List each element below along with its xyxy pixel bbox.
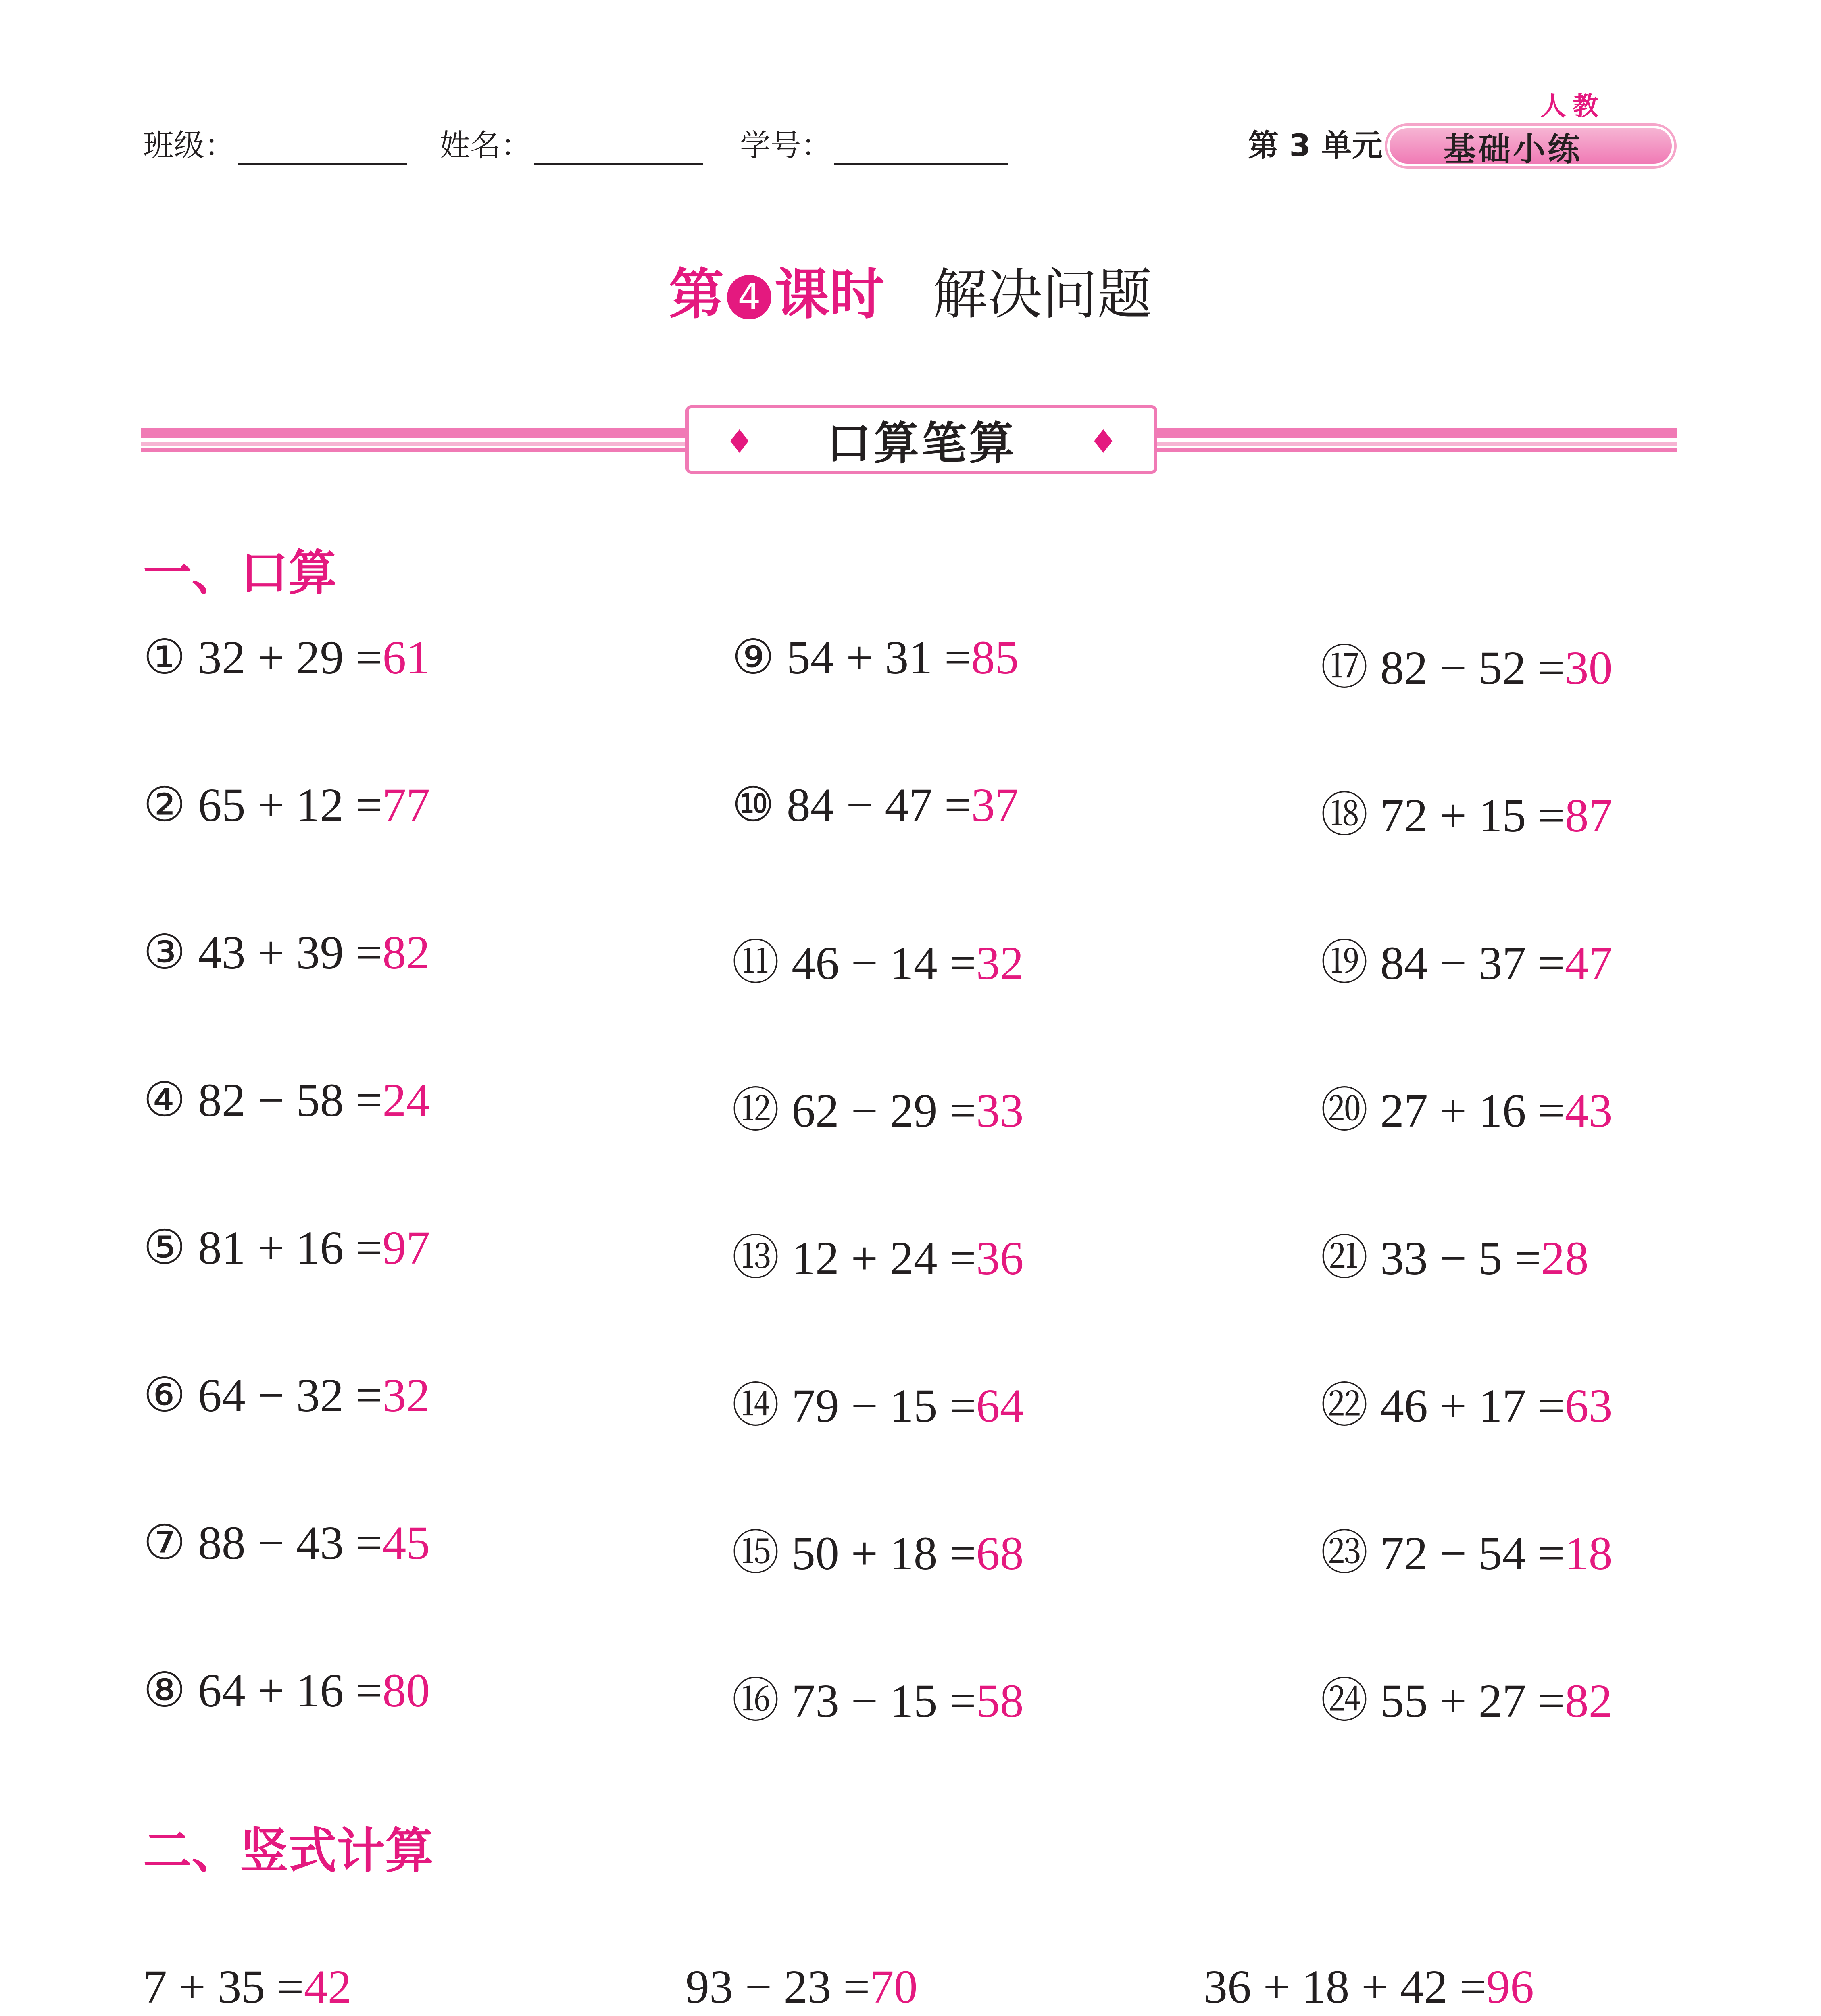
problem-number: ㉑ bbox=[1321, 1232, 1369, 1285]
problem-number: ㉒ bbox=[1321, 1379, 1369, 1432]
oral-problem bbox=[732, 629, 1019, 685]
problem-number: ⑳ bbox=[1321, 1084, 1369, 1137]
problem-answer: 80 bbox=[382, 1664, 430, 1717]
problem-expression: 84 − 37 = bbox=[1380, 937, 1565, 989]
problem-answer: 68 bbox=[976, 1527, 1024, 1580]
oral-problem bbox=[143, 777, 430, 833]
problem-answer: 28 bbox=[1541, 1232, 1589, 1285]
problem-number: ⑤ bbox=[143, 1221, 186, 1274]
problem-expression: 32 + 29 = bbox=[198, 631, 383, 684]
oral-problem bbox=[1321, 1514, 1613, 1583]
banner bbox=[685, 405, 1157, 474]
problem-answer: 37 bbox=[971, 779, 1019, 831]
problem-answer: 18 bbox=[1565, 1527, 1613, 1580]
lesson-number: 4 bbox=[727, 275, 771, 319]
problem-number: ⑥ bbox=[143, 1369, 186, 1422]
oral-problem bbox=[143, 629, 430, 685]
lesson-prefix: 第 bbox=[669, 263, 724, 327]
written-equation bbox=[143, 1960, 352, 2014]
written-answer: 70 bbox=[870, 1960, 918, 2013]
problem-number: ① bbox=[143, 631, 186, 684]
badge-publisher: 人教 bbox=[1540, 92, 1605, 121]
problem-number: ⑧ bbox=[143, 1664, 186, 1717]
problem-number: ⑫ bbox=[732, 1084, 780, 1137]
problem-answer: 24 bbox=[382, 1074, 430, 1127]
oral-problem bbox=[143, 1219, 430, 1275]
oral-problem bbox=[732, 1514, 1024, 1583]
oral-problem bbox=[732, 1367, 1024, 1435]
name-field[interactable] bbox=[440, 121, 703, 165]
problem-answer: 87 bbox=[1565, 789, 1613, 842]
badge-series-name: 基础小练 bbox=[1444, 131, 1582, 168]
problem-expression: 54 + 31 = bbox=[786, 631, 971, 684]
problem-number: ⑪ bbox=[732, 937, 780, 989]
written-answer: 96 bbox=[1486, 1960, 1534, 2013]
oral-problem bbox=[1321, 1219, 1589, 1288]
oral-problem bbox=[1321, 924, 1613, 993]
problem-answer: 63 bbox=[1565, 1379, 1613, 1432]
oral-problem bbox=[732, 924, 1024, 993]
problem-number: ⑲ bbox=[1321, 937, 1369, 989]
problem-number: ㉓ bbox=[1321, 1527, 1369, 1580]
class-blank bbox=[238, 131, 407, 165]
problem-answer: 58 bbox=[976, 1674, 1024, 1727]
problem-number: ⑰ bbox=[1321, 641, 1369, 694]
problem-answer: 32 bbox=[382, 1369, 430, 1422]
name-label: 姓名： bbox=[440, 127, 531, 163]
problem-answer: 43 bbox=[1565, 1084, 1613, 1137]
oral-problem bbox=[143, 924, 430, 980]
problem-expression: 82 − 58 = bbox=[198, 1074, 383, 1127]
problem-answer: 77 bbox=[382, 779, 430, 831]
student-id-label: 学号： bbox=[740, 127, 832, 163]
problem-number: ③ bbox=[143, 926, 186, 979]
problem-answer: 47 bbox=[1565, 937, 1613, 989]
problem-expression: 65 + 12 = bbox=[198, 779, 383, 831]
lesson-topic: 解决问题 bbox=[933, 263, 1152, 327]
problem-number: ⑭ bbox=[732, 1379, 780, 1432]
oral-problem bbox=[1321, 1367, 1613, 1435]
section-oral-title: 一、口算 bbox=[143, 545, 337, 601]
problem-number: ⑩ bbox=[732, 779, 775, 831]
problem-number: ⑮ bbox=[732, 1527, 780, 1580]
problem-expression: 12 + 24 = bbox=[792, 1232, 976, 1285]
problem-answer: 64 bbox=[976, 1379, 1024, 1432]
problem-expression: 82 − 52 = bbox=[1380, 641, 1565, 694]
written-expression: 93 − 23 = bbox=[685, 1960, 870, 2013]
oral-problem bbox=[732, 777, 1019, 833]
problem-expression: 62 − 29 = bbox=[792, 1084, 976, 1137]
problem-number: ⑬ bbox=[732, 1232, 780, 1285]
diamond-icon: ♦ bbox=[725, 423, 754, 460]
oral-problem bbox=[1321, 1662, 1613, 1731]
written-answer: 42 bbox=[304, 1960, 352, 2013]
written-expression: 7 + 35 = bbox=[143, 1960, 304, 2013]
problem-expression: 27 + 16 = bbox=[1380, 1084, 1565, 1137]
problem-number: ② bbox=[143, 779, 186, 831]
series-badge bbox=[1387, 92, 1677, 170]
oral-problem bbox=[732, 1219, 1024, 1288]
name-blank bbox=[534, 131, 703, 165]
problem-answer: 36 bbox=[976, 1232, 1024, 1285]
problem-answer: 30 bbox=[1565, 641, 1613, 694]
oral-problem bbox=[143, 1367, 430, 1423]
problem-expression: 43 + 39 = bbox=[198, 926, 383, 979]
class-label: 班级： bbox=[143, 127, 235, 163]
section-written-title: 二、竖式计算 bbox=[143, 1823, 433, 1879]
oral-problem bbox=[732, 1662, 1024, 1731]
problem-expression: 46 − 14 = bbox=[792, 937, 976, 989]
problem-expression: 46 + 17 = bbox=[1380, 1379, 1565, 1432]
oral-problem bbox=[732, 1072, 1024, 1140]
written-expression: 36 + 18 + 42 = bbox=[1204, 1960, 1487, 2013]
problem-number: ④ bbox=[143, 1074, 186, 1127]
problem-number: ⑨ bbox=[732, 631, 775, 684]
problem-answer: 97 bbox=[382, 1221, 430, 1274]
problem-answer: 82 bbox=[382, 926, 430, 979]
unit-label: 第 3 单元 bbox=[1248, 127, 1383, 163]
oral-problem bbox=[143, 1662, 430, 1718]
lesson-title bbox=[0, 250, 1821, 329]
problem-answer: 45 bbox=[382, 1516, 430, 1569]
oral-problem bbox=[1321, 777, 1613, 845]
written-equation bbox=[1204, 1960, 1534, 2014]
problem-answer: 33 bbox=[976, 1084, 1024, 1137]
problem-expression: 72 + 15 = bbox=[1380, 789, 1565, 842]
problem-number: ⑱ bbox=[1321, 789, 1369, 842]
problem-answer: 32 bbox=[976, 937, 1024, 989]
problem-expression: 64 − 32 = bbox=[198, 1369, 383, 1422]
problem-number: ⑦ bbox=[143, 1516, 186, 1569]
problem-number: ㉔ bbox=[1321, 1674, 1369, 1727]
problem-expression: 84 − 47 = bbox=[786, 779, 971, 831]
problem-expression: 64 + 16 = bbox=[198, 1664, 383, 1717]
problem-expression: 55 + 27 = bbox=[1380, 1674, 1565, 1727]
class-field[interactable] bbox=[143, 121, 407, 165]
problem-answer: 85 bbox=[971, 631, 1019, 684]
diamond-icon: ♦ bbox=[1089, 423, 1118, 460]
written-equation bbox=[685, 1960, 918, 2014]
problem-answer: 61 bbox=[382, 631, 430, 684]
banner-title: 口算笔算 bbox=[826, 417, 1017, 470]
problem-expression: 73 − 15 = bbox=[792, 1674, 976, 1727]
student-id-field[interactable] bbox=[740, 121, 1008, 165]
problem-expression: 50 + 18 = bbox=[792, 1527, 976, 1580]
oral-problem bbox=[143, 1072, 430, 1128]
student-id-blank bbox=[834, 131, 1008, 165]
lesson-suffix: 课时 bbox=[775, 263, 884, 327]
problem-expression: 88 − 43 = bbox=[198, 1516, 383, 1569]
oral-problem bbox=[143, 1514, 430, 1570]
problem-expression: 79 − 15 = bbox=[792, 1379, 976, 1432]
oral-problem bbox=[1321, 1072, 1613, 1140]
problem-answer: 82 bbox=[1565, 1674, 1613, 1727]
problem-number: ⑯ bbox=[732, 1674, 780, 1727]
oral-problem bbox=[1321, 629, 1613, 698]
problem-expression: 72 − 54 = bbox=[1380, 1527, 1565, 1580]
problem-expression: 81 + 16 = bbox=[198, 1221, 383, 1274]
problem-expression: 33 − 5 = bbox=[1380, 1232, 1541, 1285]
